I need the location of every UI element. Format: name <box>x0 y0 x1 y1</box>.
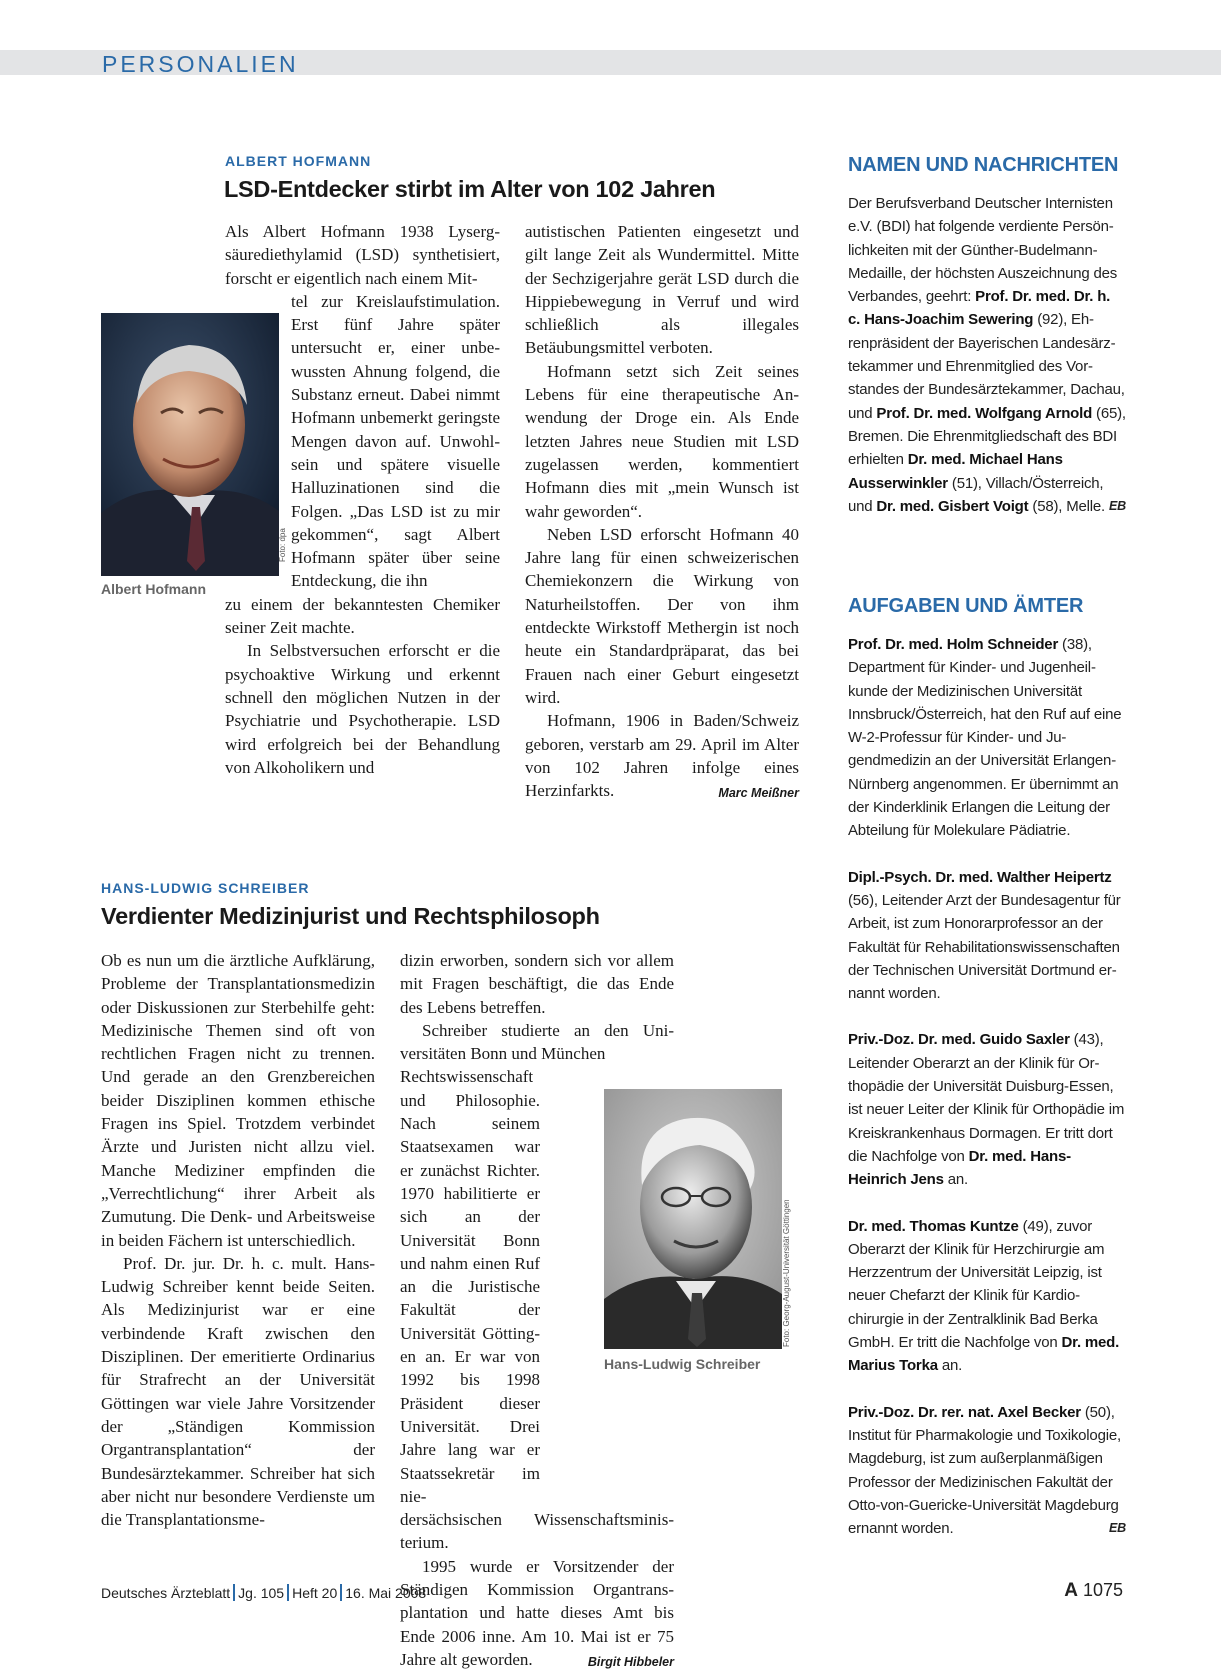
article2-kicker: HANS-LUDWIG SCHREIBER <box>101 880 310 896</box>
sidebar-namen-nachrichten: NAMEN UND NACHRICHTEN Der Berufsverband Deutscher Internisten e.V. (BDI) hat folgende verdiente Persönlichkeiten mit der Günther-Budelmann-Medaille, der höchsten Auszeichnung des Verbandes, geehrt: Prof. Dr. med. Dr. h. c. Hans-Joachim Sewering (92), Ehrenpräsident der Bayerischen Landesärztekammer und Ehrenmitglied des Vorstandes der Bundesärztekammer, Dachau, und Prof. Dr. med. Wolfgang Arnold (65), Bremen. Die Ehrenmitgliedschaft des BDI erhielten Dr. med. Michael Hans Ausserwinkler (51), Villach/Österreich, und Dr. med. Gisbert Voigt (58), Melle. EB <box>848 152 1126 541</box>
footer-separator <box>340 1584 342 1601</box>
section-label: PERSONALIEN <box>102 51 299 77</box>
footer-citation <box>101 1584 426 1601</box>
sidebar-aufgaben-aemter: AUFGABEN UND ÄMTER Prof. Dr. med. Holm Schneider (38), Department für Kinder- und Jugenheilkunde der Medizinischen Universität Innsbruck/Österreich, hat den Ruf auf eine W-2-Professur für Kinder- und Jugendmedizin an der Universität Erlangen-Nürnberg angenommen. Er übernimmt an der Kinderklinik Erlangen die Leitung der Abteilung für Molekulare Pädiatrie. Dipl.-Psych. Dr. med. Walther Heipertz (56), Leitender Arzt der Bundesagentur für Arbeit, ist zum Honorarprofessor an der Fakultät für Rehabilitationswissenschaften der Technischen Universität Dortmund ernannt worden. Priv.-Doz. Dr. med. Guido Saxler (43), Leitender Oberarzt an der Klinik für Orthopädie der Universität Duisburg-Essen, ist neuer Leiter der Klinik für Orthopädie im Kreiskrankenhaus Dormagen. Er tritt dort die Nachfolge von Dr. med. Hans-Heinrich Jens an. Dr. med. Thomas Kuntze (49), zuvor Oberarzt der Klinik für Herzchirurgie am Herzzentrum der Universität Leipzig, ist neuer Chefarzt der Klinik für Kardiochirurgie in der Zentralklinik Bad Berka GmbH. Er tritt die Nachfolge von Dr. med. Marius Torka an. Priv.-Doz. Dr. rer. nat. Axel Becker (50), Institut für Pharmakologie und Toxikologie, Magdeburg, ist zum außerplanmäßigen Professor der Medizinischen Fakultät der Otto-von-Guericke-Universität Magdeburg ernannt worden. EB <box>848 593 1126 1563</box>
article2-author: Birgit Hibbeler <box>587 1654 674 1669</box>
article2-photo-caption: Hans-Ludwig Schreiber <box>604 1356 761 1372</box>
sidebar-signature-2: EB <box>1109 1521 1126 1536</box>
article1-photo-caption: Albert Hofmann <box>101 581 206 597</box>
page-number-value: 1075 <box>1082 1580 1123 1600</box>
sidebar-heading-aufgaben: AUFGABEN UND ÄMTER <box>848 595 1084 617</box>
article1-column-2: autistischen Patienten eingesetzt und gilt lange Zeit als Wundermittel. Mitte der Sechzigerjahre gerät LSD durch die Hippiebewegung in Verruf und wird schließlich als illegales Betäubungsmittel verboten. Hofmann setzt sich Zeit seines Lebens für eine therapeutische Anwendung der Droge ein. Als Ende letzten Jahres neue Studien mit LSD zugelassen werden, kommentiert Hofmann dies mit „mein Wunsch ist wahr geworden“. Neben LSD erforscht Hofmann 40 Jahre lang für einen schweizerischen Chemiekonzern die Wirkung von Naturheilstoffen. Der von ihm entdeckte Wirkstoff Methergin ist noch heute ein Standardpräparat, das bei Frauen nach einer Geburt eingesetzt wird. Hofmann, 1906 in Baden/Schweiz geboren, verstarb am 29. April im Alter von 102 Jahren infolge eines Herzinfarkts. Marc Meißner <box>525 220 799 805</box>
footer-volume: Jg. 105 <box>238 1585 285 1601</box>
hans-ludwig-schreiber-photo <box>604 1089 782 1349</box>
article1-photo-credit: Foto: dpa <box>278 528 287 562</box>
footer-journal: Deutsches Ärzteblatt <box>101 1585 231 1601</box>
article2-column-1: Ob es nun um die ärztliche Aufklärung, Probleme der Transplantationsmedizin oder Diskussionen zur Sterbehilfe geht: Medizinische Themen sind oft von rechtlichen Fragen nicht zu trennen. Und gerade an den Grenzbereichen beider Disziplinen kommen ethische Fragen ins Spiel. Trotzdem verbindet Ärzte und Juristen nicht allzu viel. Manche Mediziner empfinden die „Verrechtlichung“ ihrer Arbeit als Zumutung. Die Denk- und Arbeitsweise in beiden Fächern ist unterschiedlich. Prof. Dr. jur. Dr. h. c. mult. Hans-Ludwig Schreiber kennt beide Seiten. Als Medizinjurist war er eine verbindende Kraft zwischen den Disziplinen. Der emeritierte Ordinarius für Strafrecht an der Universität Göttingen war viele Jahre Vorsitzender der „Ständigen Kommission Organtransplantation“ der Bundesärztekammer. Schreiber hat sich aber nicht nur besondere Verdienste um die Transplantationsme- <box>101 951 375 1530</box>
footer-date: 16. Mai 2008 <box>345 1585 427 1601</box>
article2-photo-credit: Foto: Georg-August-Universität Göttingen <box>782 1199 791 1347</box>
page-number <box>1064 1580 1123 1602</box>
sidebar-heading-namen: NAMEN UND NACHRICHTEN <box>848 154 1119 176</box>
sidebar-signature-1: EB <box>1109 498 1126 513</box>
footer-separator <box>233 1584 235 1601</box>
footer-separator <box>287 1584 289 1601</box>
article1-kicker: ALBERT HOFMANN <box>225 153 372 169</box>
article2-column-2: dizin erworben, sondern sich vor allem mit Fragen beschäftigt, die das Ende des Lebens betreffen. Schreiber studierte an den Universitäten Bonn und München Rechtswissenschaft und Philosophie. Nach seinem Staatsexamen war er zunächst Richter. 1970 habilitierte er sich an der Universität Bonn und nahm einen Ruf an die Juristische Fakultät der Universität Göttingen an. Er war von 1992 bis 1998 Präsident dieser Universität. Drei Jahre lang war er Staatssekretär im nie- dersächsischen Wissenschaftsministerium. 1995 wurde er Vorsitzender der Ständigen Kommission Organtransplantation und hatte dieses Amt bis Ende 2006 inne. Am 10. Mai ist er 75 Jahre alt geworden. Birgit Hibbeler <box>400 949 674 1674</box>
article1-author: Marc Meißner <box>718 786 799 801</box>
article2-headline: Verdienter Medizinjurist und Rechtsphilosoph <box>101 903 600 929</box>
article1-column-1: Als Albert Hofmann 1938 Lysergsäurediethylamid (LSD) synthetisiert, forscht er eigentlich nach einem Mit- tel zur Kreislaufstimulation. Erst fünf Jahre später untersucht er, einer unbewussten Ahnung folgend, die Substanz erneut. Dabei nimmt Hofmann unbemerkt geringste Mengen davon auf. Unwohlsein und spätere visuelle Halluzinationen sind die Folgen. „Das LSD ist zu mir gekommen“, sagt Albert Hofmann später über seine Entdeckung, die ihn zu einem der bekanntesten Chemiker seiner Zeit machte. In Selbstversuchen erforscht er die psychoaktive Wirkung und erkennt schnell den möglichen Nutzen in der Psychiatrie und Psychotherapie. LSD wird erfolgreich bei der Behandlung von Alkoholikern und <box>225 222 500 777</box>
footer-issue: Heft 20 <box>292 1585 338 1601</box>
page-prefix: A <box>1064 1580 1078 1601</box>
article1-headline: LSD-Entdecker stirbt im Alter von 102 Jahren <box>224 176 716 202</box>
